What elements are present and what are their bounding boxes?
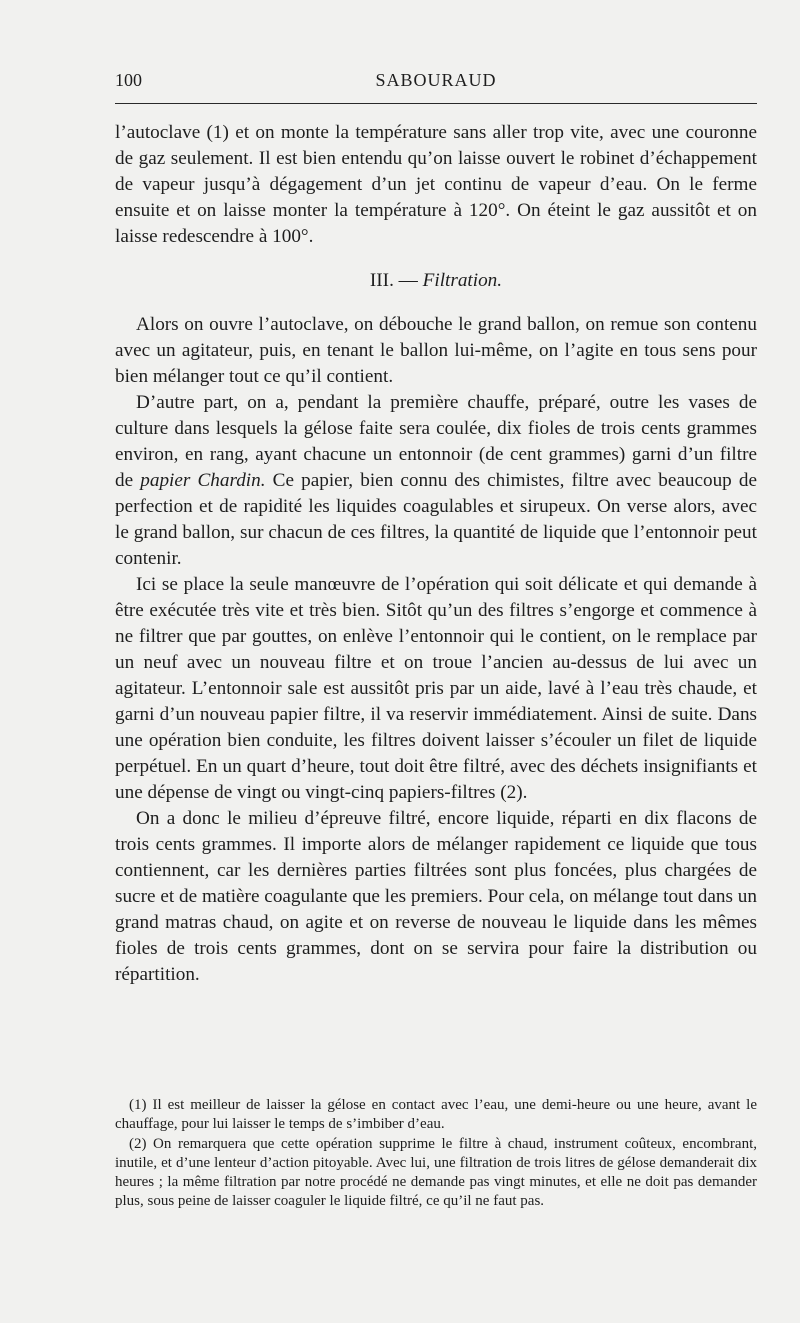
paragraph-text: Ce papier, bien connu des chimistes, filtre avec beaucoup de perfection et de rapidité les liquides coagulables et sirupeux. On verse alors, avec le grand ballon, sur chacun de ces filtres, la quantité de liquide que l’entonnoir peut contenir.	[115, 470, 757, 569]
footnote-2: (2) On remarquera que cette opération supprime le filtre à chaud, instrument coûteux, encombrant, inutile, et d’une lenteur d’action pitoyable. Avec lui, une filtration de trois litres de gélose demanderait dix heures ; la même filtration par notre procédé ne demande pas vingt minutes, et elle ne doit pas demander plus, sous peine de laisser coaguler le liquide filtré, ce qu’il ne faut pas.	[115, 1135, 757, 1210]
paragraph-continued: l’autoclave (1) et on monte la température sans aller trop vite, avec une couronne de gaz seulement. Il est bien entendu qu’on laisse ouvert le robinet d’échappement de vapeur jusqu’à dégagement d’un jet continu de vapeur d’eau. On le ferme ensuite et on laisse monter la température à 120°. On éteint le gaz aussitôt et on laisse redescendre à 100°.	[115, 122, 757, 247]
section-title: Filtration.	[422, 270, 503, 291]
footnotes	[115, 1096, 757, 1212]
footnote-1: (1) Il est meilleur de laisser la gélose en contact avec l’eau, une demi-heure ou une heure, avant le chauffage, pour lui laisser le temps de s’imbiber d’eau.	[115, 1097, 757, 1133]
paragraph: Alors on ouvre l’autoclave, on débouche le grand ballon, on remue son contenu avec un agitateur, puis, en tenant le ballon lui-même, on l’agite en tous sens pour bien mélanger tout ce qu’il contient.	[115, 314, 757, 387]
body-text	[115, 120, 757, 988]
header-rule	[115, 103, 757, 104]
emphasis-text: papier Chardin.	[140, 470, 266, 491]
paragraph: On a donc le milieu d’épreuve filtré, encore liquide, réparti en dix flacons de trois cents grammes. Il importe alors de mélanger rapidement ce liquide que tous contiennent, car les dernières parties filtrées sont plus foncées, plus chargées de sucre et de matière coagulante que les premiers. Pour cela, on mélange tout dans un grand matras chaud, on agite et on reverse de nouveau le liquide dans les mêmes fioles de trois cents grammes, dont on se servira pour faire la distribution ou répartition.	[115, 808, 757, 985]
page-header	[115, 70, 757, 96]
paragraph: Ici se place la seule manœuvre de l’opération qui soit délicate et qui demande à être exécutée très vite et très bien. Sitôt qu’un des filtres s’engorge et commence à ne filtrer que par gouttes, on enlève l’entonnoir qui le contient, on le remplace par un neuf avec un nouveau filtre et on troue l’ancien au-dessus de lui avec un agitateur. L’entonnoir sale est aussitôt pris par un aide, lavé à l’eau très chaude, et garni d’un nouveau papier filtre, il va reservir immédiatement. Ainsi de suite. Dans une opération bien conduite, les filtres doivent laisser s’écouler un filet de liquide perpétuel. En un quart d’heure, tout doit être filtré, avec des déchets insignifiants et une dépense de vingt ou vingt-cinq papiers-filtres (2).	[115, 574, 757, 803]
section-heading	[115, 268, 757, 294]
running-title: SABOURAUD	[375, 70, 497, 90]
paragraph	[115, 390, 757, 572]
page-number: 100	[115, 70, 142, 90]
paragraph-text: D’autre part, on a, pendant la première chauffe, préparé, outre les vases de culture dans lesquels la gélose faite sera coulée, dix fioles de trois cents grammes environ, en rang, ayant chacune un entonnoir (de cent grammes) garni d’un filtre de	[115, 392, 757, 491]
section-number: III. —	[369, 270, 423, 291]
